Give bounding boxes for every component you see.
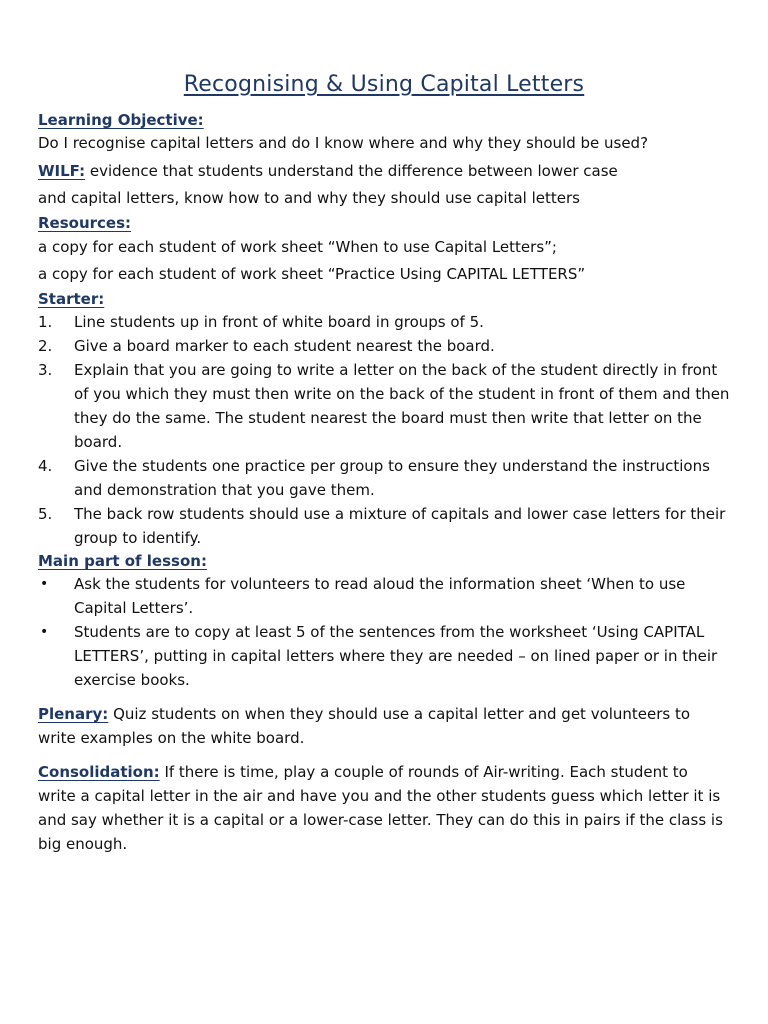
starter-section xyxy=(38,288,730,550)
consolidation-section xyxy=(38,760,730,856)
step-text: The back row students should use a mixture of capitals and lower case letters for their group to identify. xyxy=(74,505,726,547)
page-title: Recognising & Using Capital Letters xyxy=(183,72,585,97)
step-text: Line students up in front of white board in groups of 5. xyxy=(74,313,484,331)
learning-objective-section xyxy=(38,109,730,155)
resources-item-2: a copy for each student of work sheet “Practice Using CAPITAL LETTERS” xyxy=(38,265,586,283)
step-number: 1. xyxy=(38,313,53,331)
wilf-text-line1: evidence that students understand the difference between lower case xyxy=(85,162,618,180)
bullet-icon: • xyxy=(40,624,49,640)
starter-step xyxy=(38,334,730,358)
starter-step xyxy=(38,358,730,454)
plenary-text: Quiz students on when they should use a capital letter and get volunteers to write examples on the white board. xyxy=(38,705,691,747)
consolidation-heading: Consolidation: xyxy=(38,763,160,781)
step-text: Give the students one practice per group to ensure they understand the instructions and demonstration that you gave them. xyxy=(74,457,710,499)
plenary-heading: Plenary: xyxy=(38,705,109,723)
learning-objective-text: Do I recognise capital letters and do I know where and why they should be used? xyxy=(38,134,649,152)
plenary-paragraph xyxy=(38,702,730,750)
main-part-heading: Main part of lesson: xyxy=(38,552,207,570)
learning-objective-heading: Learning Objective: xyxy=(38,111,204,129)
wilf-heading: WILF: xyxy=(38,162,86,180)
resources-section xyxy=(38,212,730,288)
plenary-section xyxy=(38,702,730,750)
main-part-item-text: Ask the students for volunteers to read aloud the information sheet ‘When to use Capital Letters’. xyxy=(74,575,686,617)
step-number: 5. xyxy=(38,505,53,523)
starter-steps-list xyxy=(38,310,730,550)
wilf-paragraph xyxy=(38,158,730,185)
main-part-item xyxy=(38,620,730,692)
consolidation-paragraph xyxy=(38,760,730,856)
resources-heading: Resources: xyxy=(38,214,132,232)
main-part-section xyxy=(38,550,730,692)
step-text: Give a board marker to each student nearest the board. xyxy=(74,337,495,355)
wilf-section xyxy=(38,158,730,212)
starter-step xyxy=(38,310,730,334)
step-number: 4. xyxy=(38,457,53,475)
main-part-item xyxy=(38,572,730,620)
main-part-item-text: Students are to copy at least 5 of the sentences from the worksheet ‘Using CAPITAL LETTERS’, putting in capital letters where they are needed – on lined paper or in their exercise books. xyxy=(74,623,718,689)
consolidation-text: If there is time, play a couple of rounds of Air-writing. Each student to write a capital letter in the air and have you and the other students guess which letter it is and say whether it is a capital or a lower-case letter. They can do this in pairs if the class is big enough. xyxy=(38,763,723,853)
main-part-list xyxy=(38,572,730,692)
step-number: 3. xyxy=(38,361,53,379)
starter-step xyxy=(38,502,730,550)
resources-item-1: a copy for each student of work sheet “When to use Capital Letters”; xyxy=(38,238,557,256)
step-text: Explain that you are going to write a letter on the back of the student directly in front of you which they must then write on the back of the student in front of them and then they do the same. The student nearest the board must then write that letter on the board. xyxy=(74,361,730,451)
wilf-text-line2: and capital letters, know how to and why they should use capital letters xyxy=(38,189,580,207)
bullet-icon: • xyxy=(40,576,49,592)
starter-step xyxy=(38,454,730,502)
starter-heading: Starter: xyxy=(38,290,105,308)
step-number: 2. xyxy=(38,337,53,355)
